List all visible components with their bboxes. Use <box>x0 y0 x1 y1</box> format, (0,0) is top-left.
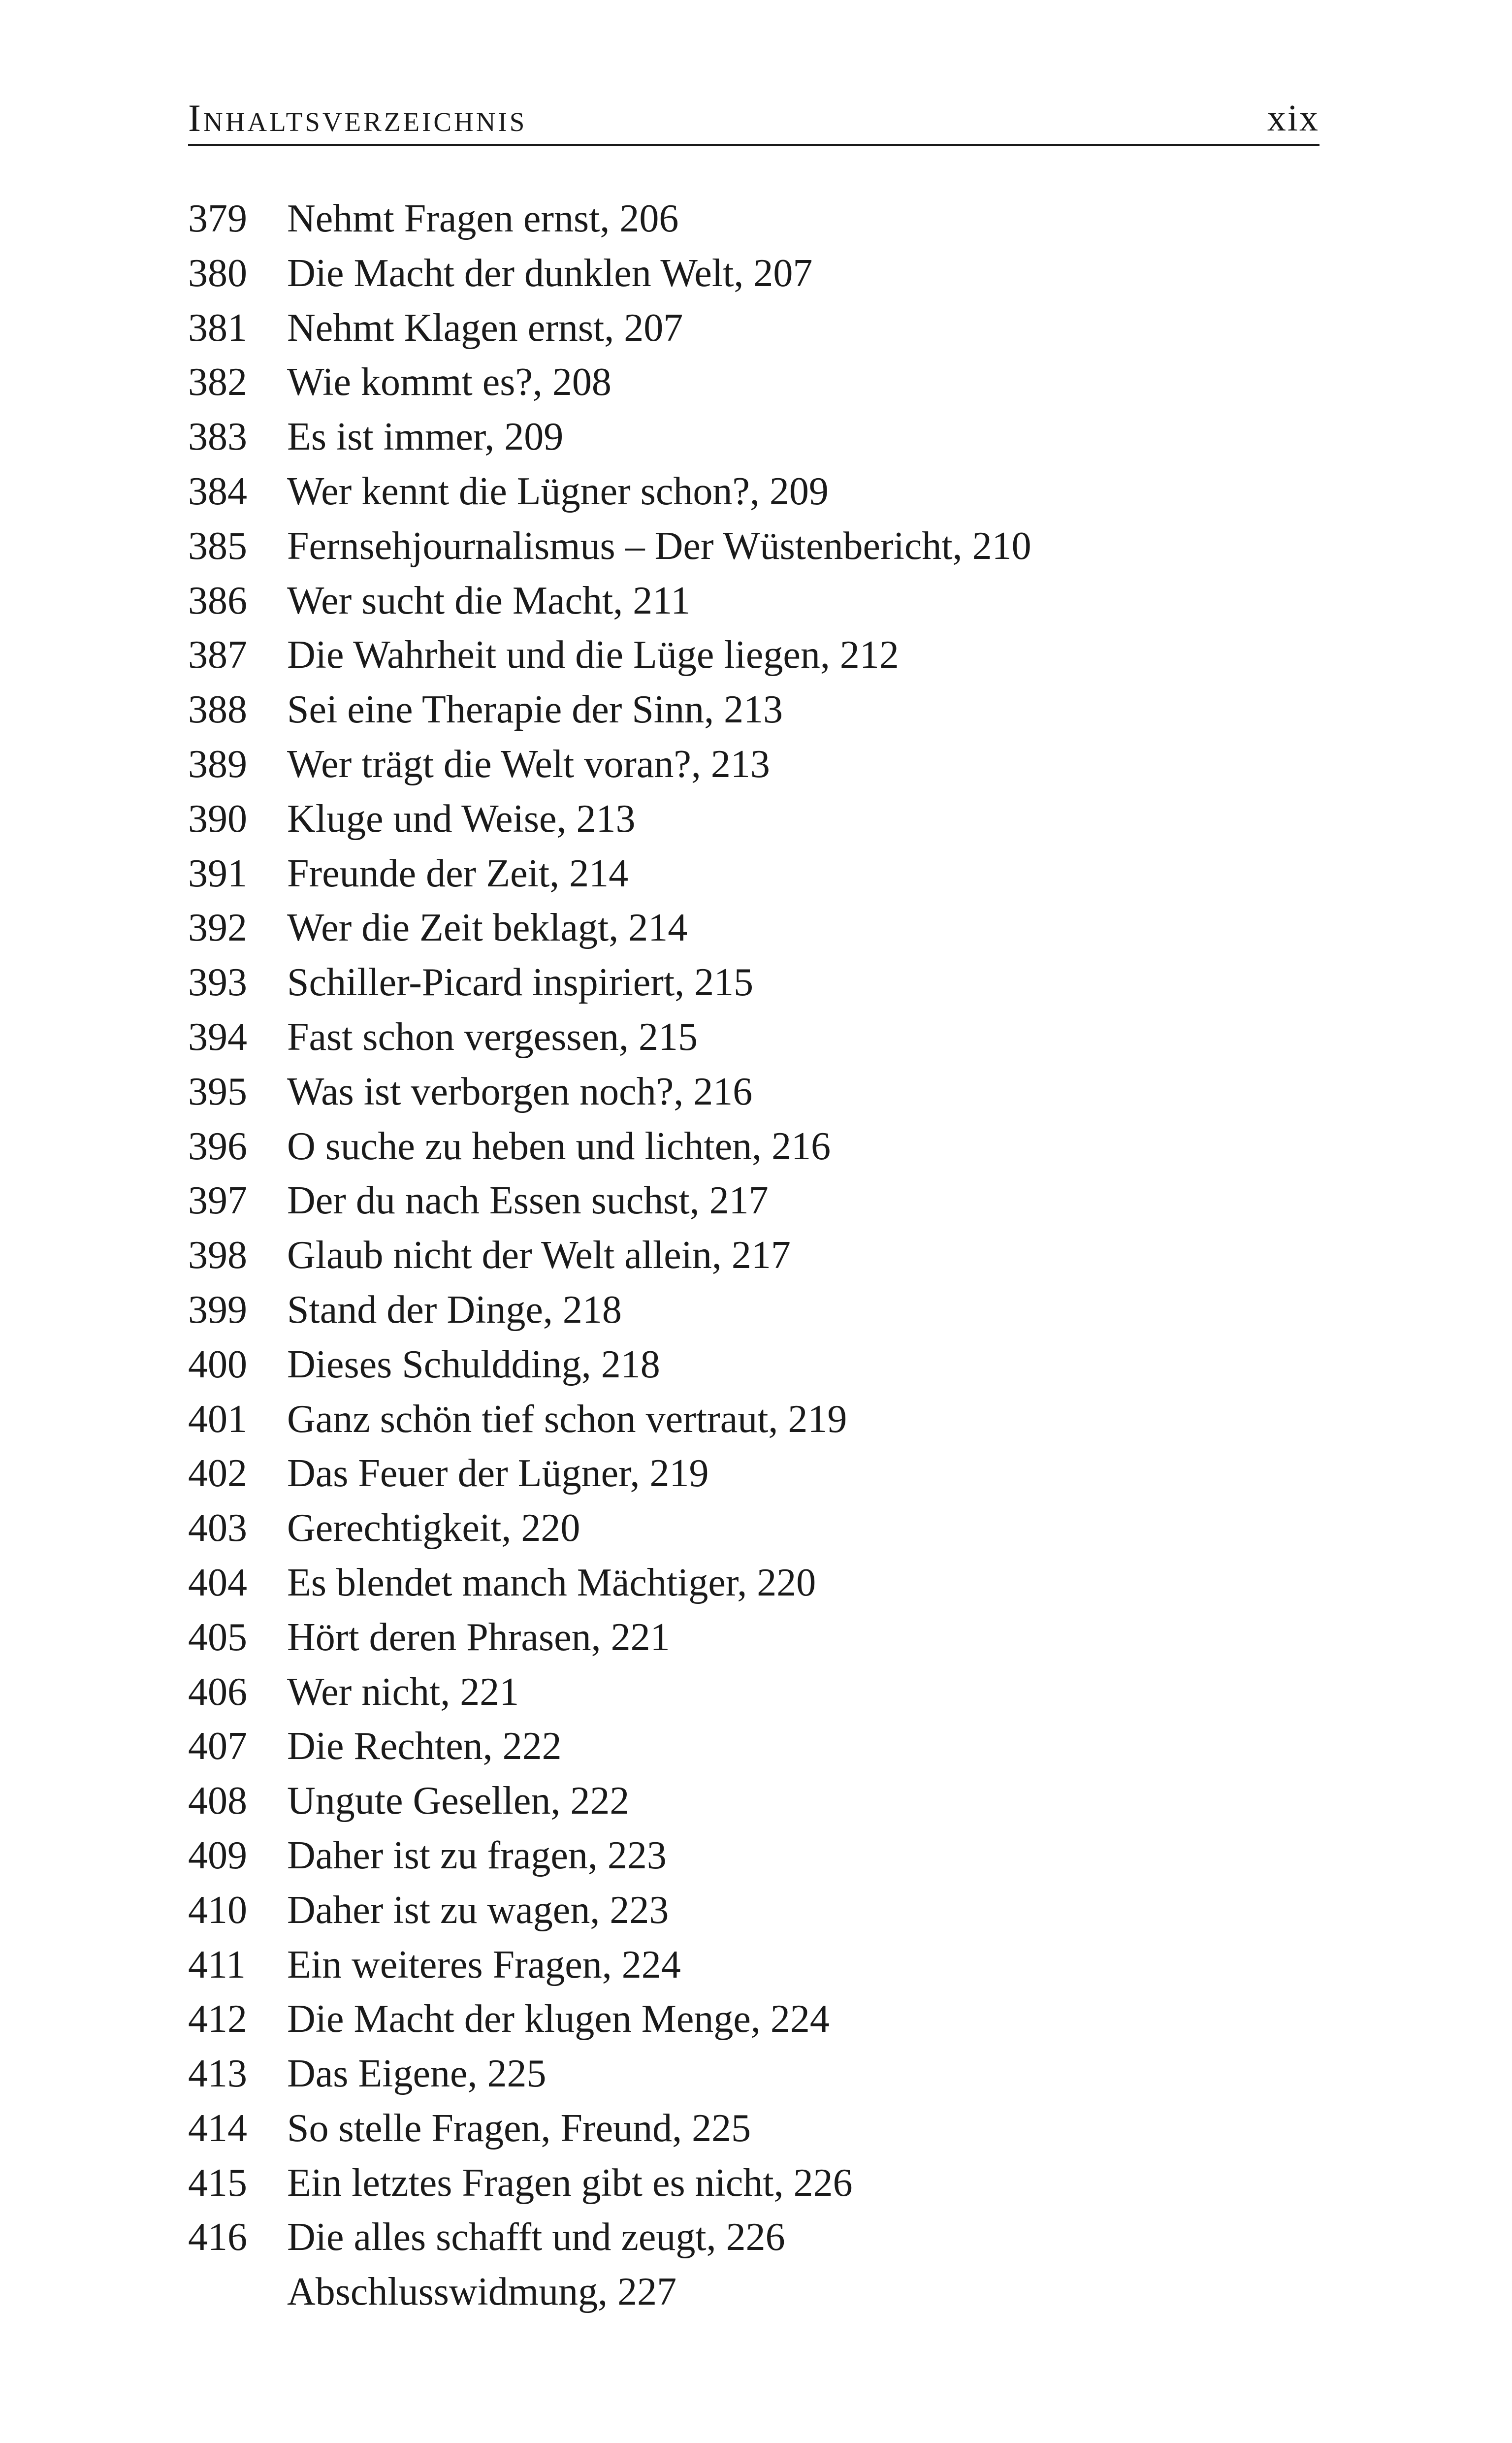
toc-entry <box>188 1501 1319 1556</box>
toc-entry <box>188 355 1319 410</box>
toc-entry <box>188 1774 1319 1828</box>
entry-title: Nehmt Fragen ernst, 206 <box>287 197 679 240</box>
toc-entry <box>188 1065 1319 1119</box>
entry-number: 402 <box>188 1452 247 1496</box>
entry-number: 411 <box>188 1943 246 1987</box>
toc-entry <box>188 901 1319 955</box>
entry-number: 380 <box>188 251 247 295</box>
entry-number: 394 <box>188 1015 247 1059</box>
toc-entry <box>188 1392 1319 1447</box>
entry-title: Ganz schön tief schon vertraut, 219 <box>287 1397 847 1441</box>
entry-number: 406 <box>188 1670 247 1714</box>
toc-entry <box>188 683 1319 737</box>
entry-number: 384 <box>188 469 247 513</box>
entry-title: Es blendet manch Mächtiger, 220 <box>287 1561 816 1604</box>
entry-title: Das Eigene, 225 <box>287 2052 547 2096</box>
toc-entry <box>188 2047 1319 2101</box>
running-head <box>188 94 1319 143</box>
entry-title: Ein letztes Fragen gibt es nicht, 226 <box>287 2161 853 2205</box>
entry-number: 388 <box>188 688 247 732</box>
toc-entry <box>188 1283 1319 1337</box>
entry-title: Schiller-Picard inspiriert, 215 <box>287 961 754 1005</box>
toc-entry <box>188 2210 1319 2265</box>
toc-entry <box>188 955 1319 1010</box>
entry-number: 399 <box>188 1288 247 1332</box>
toc-entry <box>188 2265 1319 2319</box>
entry-title: Daher ist zu fragen, 223 <box>287 1833 667 1877</box>
header-rule <box>188 144 1319 146</box>
entry-title: Die alles schafft und zeugt, 226 <box>287 2215 785 2259</box>
toc-entry <box>188 246 1319 301</box>
entry-title: Abschlusswidmung, 227 <box>287 2270 677 2314</box>
entry-number: 405 <box>188 1615 247 1659</box>
toc-entry <box>188 1173 1319 1228</box>
entry-title: O suche zu heben und lichten, 216 <box>287 1124 831 1168</box>
entry-title: Nehmt Klagen ernst, 207 <box>287 306 683 350</box>
entry-number: 385 <box>188 524 247 568</box>
entry-title: Stand der Dinge, 218 <box>287 1288 622 1332</box>
entry-title: Wer trägt die Welt voran?, 213 <box>287 742 770 786</box>
entry-number: 403 <box>188 1506 247 1550</box>
table-of-contents <box>188 192 1319 2319</box>
entry-number: 383 <box>188 415 247 459</box>
toc-entry <box>188 2101 1319 2156</box>
entry-title: Wer nicht, 221 <box>287 1670 519 1714</box>
entry-number: 400 <box>188 1342 247 1386</box>
entry-number: 409 <box>188 1833 247 1877</box>
entry-title: Gerechtigkeit, 220 <box>287 1506 580 1550</box>
toc-entry <box>188 1446 1319 1501</box>
toc-entry <box>188 574 1319 628</box>
entry-title: Glaub nicht der Welt allein, 217 <box>287 1234 791 1277</box>
toc-entry <box>188 519 1319 574</box>
toc-entry <box>188 1938 1319 1992</box>
entry-title: Was ist verborgen noch?, 216 <box>287 1070 753 1113</box>
entry-title: Wie kommt es?, 208 <box>287 360 611 404</box>
entry-number: 386 <box>188 579 247 622</box>
entry-title: Wer die Zeit beklagt, 214 <box>287 906 688 950</box>
toc-entry <box>188 1610 1319 1665</box>
entry-number: 381 <box>188 306 247 350</box>
page-number: xix <box>1267 98 1319 139</box>
entry-number: 410 <box>188 1888 247 1932</box>
toc-entry <box>188 628 1319 683</box>
entry-title: Ungute Gesellen, 222 <box>287 1779 630 1823</box>
toc-entry <box>188 1119 1319 1174</box>
toc-entry <box>188 1337 1319 1392</box>
toc-entry <box>188 1665 1319 1720</box>
toc-entry <box>188 1556 1319 1610</box>
entry-number: 393 <box>188 961 247 1005</box>
entry-title: Sei eine Therapie der Sinn, 213 <box>287 688 783 732</box>
entry-number: 408 <box>188 1779 247 1823</box>
entry-number: 379 <box>188 197 247 240</box>
entry-title: Freunde der Zeit, 214 <box>287 851 629 895</box>
entry-title: Fernsehjournalismus – Der Wüstenbericht, 210 <box>287 524 1031 568</box>
toc-entry <box>188 464 1319 519</box>
entry-title: Die Macht der klugen Menge, 224 <box>287 1997 830 2041</box>
toc-entry <box>188 1228 1319 1283</box>
entry-number: 392 <box>188 906 247 950</box>
entry-number: 391 <box>188 851 247 895</box>
toc-entry <box>188 1828 1319 1883</box>
entry-title: Die Wahrheit und die Lüge liegen, 212 <box>287 633 899 677</box>
entry-title: Kluge und Weise, 213 <box>287 797 636 841</box>
entry-title: Es ist immer, 209 <box>287 415 564 459</box>
entry-number: 398 <box>188 1234 247 1277</box>
entry-title: Wer kennt die Lügner schon?, 209 <box>287 469 829 513</box>
entry-number: 395 <box>188 1070 247 1113</box>
toc-entry <box>188 192 1319 246</box>
entry-number: 389 <box>188 742 247 786</box>
entry-number: 415 <box>188 2161 247 2205</box>
entry-title: So stelle Fragen, Freund, 225 <box>287 2106 751 2150</box>
toc-entry <box>188 1992 1319 2047</box>
entry-number: 401 <box>188 1397 247 1441</box>
entry-number: 414 <box>188 2106 247 2150</box>
entry-title: Die Rechten, 222 <box>287 1725 562 1768</box>
entry-title: Daher ist zu wagen, 223 <box>287 1888 669 1932</box>
entry-title: Das Feuer der Lügner, 219 <box>287 1452 709 1496</box>
entry-number: 413 <box>188 2052 247 2096</box>
running-title: Inhaltsverzeichnis <box>188 97 527 139</box>
entry-title: Ein weiteres Fragen, 224 <box>287 1943 681 1987</box>
toc-entry <box>188 2156 1319 2211</box>
toc-entry <box>188 1010 1319 1065</box>
entry-number: 412 <box>188 1997 247 2041</box>
entry-title: Die Macht der dunklen Welt, 207 <box>287 251 813 295</box>
entry-number: 404 <box>188 1561 247 1604</box>
entry-number: 387 <box>188 633 247 677</box>
entry-number: 416 <box>188 2215 247 2259</box>
entry-title: Wer sucht die Macht, 211 <box>287 579 691 622</box>
toc-entry <box>188 792 1319 847</box>
entry-number: 382 <box>188 360 247 404</box>
entry-number: 390 <box>188 797 247 841</box>
entry-number: 396 <box>188 1124 247 1168</box>
toc-entry <box>188 1719 1319 1774</box>
toc-entry <box>188 410 1319 464</box>
entry-title: Fast schon vergessen, 215 <box>287 1015 698 1059</box>
toc-entry <box>188 301 1319 356</box>
toc-entry <box>188 1883 1319 1938</box>
entry-title: Dieses Schuldding, 218 <box>287 1342 660 1386</box>
toc-entry <box>188 847 1319 901</box>
entry-number: 407 <box>188 1725 247 1768</box>
entry-title: Der du nach Essen suchst, 217 <box>287 1179 769 1223</box>
toc-entry <box>188 737 1319 792</box>
entry-number: 397 <box>188 1179 247 1223</box>
entry-title: Hört deren Phrasen, 221 <box>287 1615 670 1659</box>
